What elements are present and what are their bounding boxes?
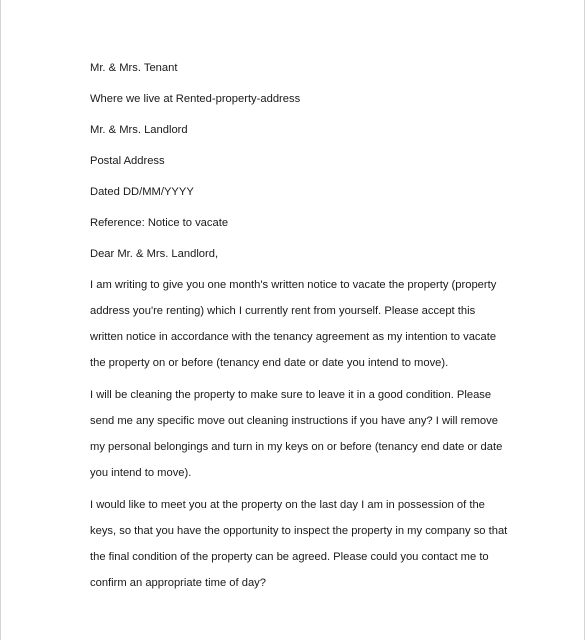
recipient-name: Mr. & Mrs. Landlord (90, 124, 188, 136)
paragraph-line: the property on or before (tenancy end date or date you intend to move). (90, 357, 449, 369)
paragraph-line: send me any specific move out cleaning instructions if you have any? I will remove (90, 415, 498, 427)
sender-name: Mr. & Mrs. Tenant (90, 62, 178, 74)
paragraph-line: my personal belongings and turn in my keys on or before (tenancy end date or date (90, 441, 503, 453)
paragraph-line: the final condition of the property can be agreed. Please could you contact me to (90, 551, 489, 563)
paragraph-line: I am writing to give you one month's written notice to vacate the property (property (90, 279, 497, 291)
paragraph-line: I would like to meet you at the property on the last day I am in possession of the (90, 499, 485, 511)
paragraph-1 (90, 277, 500, 381)
paragraph-line: address you're renting) which I currently rent from yourself. Please accept this (90, 305, 476, 317)
paragraph-line: you intend to move). (90, 467, 192, 479)
salutation: Dear Mr. & Mrs. Landlord, (90, 248, 219, 260)
letter-date: Dated DD/MM/YYYY (90, 186, 194, 198)
paragraph-line: confirm an appropriate time of day? (90, 577, 266, 589)
letter-body (90, 60, 508, 607)
paragraph-line: written notice in accordance with the tenancy agreement as my intention to vacate (90, 331, 497, 343)
paragraph-line: I will be cleaning the property to make sure to leave it in a good condition. Please (90, 389, 492, 401)
paragraph-3 (90, 497, 508, 601)
paragraph-2 (90, 387, 503, 491)
recipient-address: Postal Address (90, 155, 165, 167)
letter-reference: Reference: Notice to vacate (90, 217, 229, 229)
sender-address: Where we live at Rented-property-address (90, 93, 301, 105)
paragraph-line: keys, so that you have the opportunity to inspect the property in my company so that (90, 525, 508, 537)
